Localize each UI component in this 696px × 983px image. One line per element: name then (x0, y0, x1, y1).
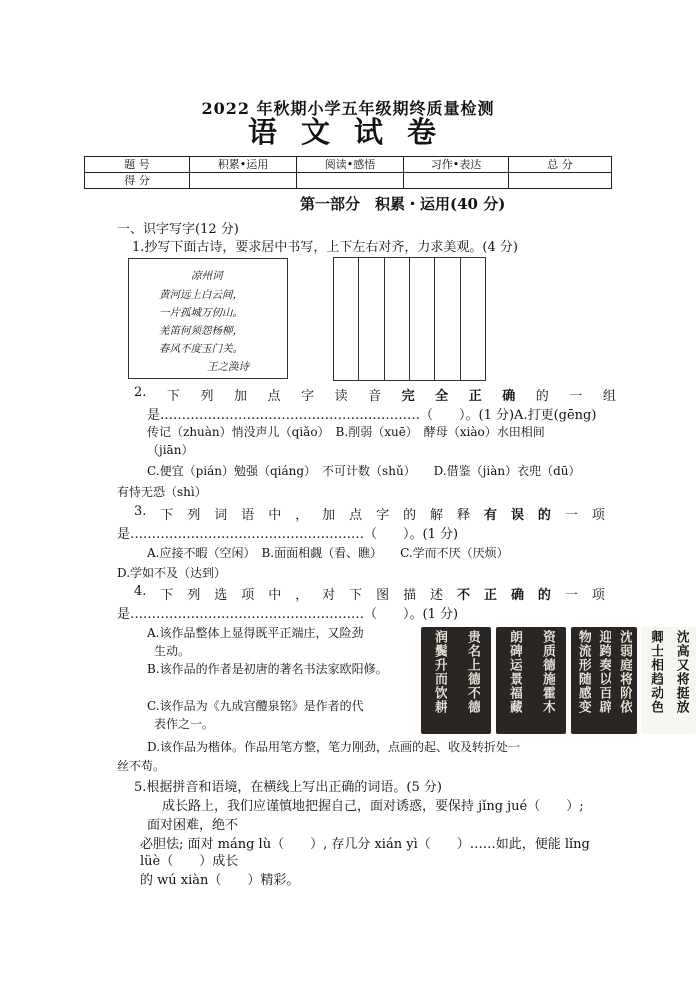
calligraphy-panel (641, 627, 696, 734)
q-char: 读 (334, 389, 348, 404)
calligraphy-column: 卿士相趋动色 (648, 630, 664, 714)
calligraphy-panel (571, 627, 637, 734)
score-table-score-row (85, 173, 612, 189)
grid-column[interactable] (461, 258, 485, 380)
q-char: 列 (187, 588, 201, 603)
calligraphy-column: 朗碑运景福藏 (507, 630, 522, 714)
question-4-option-a: 生动。 (154, 644, 191, 658)
q-char: 的 (537, 588, 551, 603)
poem-line: 一片孤城万仞山。 (159, 307, 243, 319)
q-char: 下 (166, 389, 180, 404)
q-char: 点 (267, 389, 281, 404)
question-4-option-c: 表作之一。 (154, 717, 215, 731)
poem-box (128, 258, 288, 379)
q-char: 下 (160, 508, 174, 523)
q-char: ， (295, 508, 309, 523)
q-char: 完 (401, 389, 415, 404)
q-char: 加 (322, 508, 336, 523)
question-4-option-d: 丝不苟。 (117, 759, 166, 773)
section-heading: 一、识字写字(12 分) (117, 222, 239, 237)
question-5-text: 面对困难，绝不 (147, 818, 239, 833)
q-char: 选 (214, 588, 228, 603)
question-4-option-b: B.该作品的作者是初唐的著名书法家欧阳修。 (147, 662, 388, 676)
q-char: 项 (591, 588, 605, 603)
q-char: 述 (430, 588, 444, 603)
score-row-label: 得 分 (85, 173, 190, 189)
q-char: 字 (301, 389, 315, 404)
q-char: 的 (535, 389, 549, 404)
q-char: ， (295, 588, 309, 603)
q-char: 一 (564, 588, 578, 603)
q-char: 对 (322, 588, 336, 603)
exam-header: 2022 年秋期小学五年级期终质量检测 (201, 99, 495, 118)
q-char: 释 (457, 508, 471, 523)
calligraphy-column: 迎跨奏以百辟 (596, 630, 612, 714)
q-char: 不 (457, 588, 471, 603)
question-2-options: 有恃无恐（shì） (117, 485, 207, 499)
question-2-options: 传记（zhuàn）悄没声儿（qiǎo） B.削弱（xuē） 酵母（xiào）水田相间 (147, 425, 545, 439)
calligraphy-column: 资质德施霍木 (540, 630, 555, 714)
poem-title: 凉州词 (191, 270, 223, 282)
question-5-text: 成长路上，我们应谨慎地把握自己，面对诱惑，要保持 jǐng jué（ ）; (162, 799, 584, 814)
score-header-cell: 习作•表达 (404, 157, 509, 173)
grid-column[interactable] (435, 258, 460, 380)
question-2-options: C.便宜（pián）勉强（qiáng） 不可计数（shǔ） D.借鉴（jiàn）衣兜（dū） (147, 464, 581, 478)
score-table (84, 156, 612, 189)
q-char: 确 (502, 389, 516, 404)
q-char: 项 (591, 508, 605, 523)
q-char: 中 (268, 508, 282, 523)
score-cell[interactable] (404, 173, 509, 189)
calligraphy-column: 贵名上德不德 (465, 630, 480, 714)
question-4-option-c: C.该作品为《九成宫醴泉铭》是作者的代 (147, 699, 364, 713)
question-1: 1.抄写下面古诗，要求居中书写，上下左右对齐，力求美观。(4 分) (132, 240, 518, 255)
calligraphy-column: 物流形随感变 (575, 630, 591, 714)
part-title: 第一部分 积累・运用(40 分) (300, 195, 506, 213)
question-3-options: A.应接不暇（空闲） B.面面相觑（看、瞧） C.学而不厌（厌烦） (147, 546, 509, 560)
q-char: 字 (376, 508, 390, 523)
q-char: 描 (403, 588, 417, 603)
score-header-cell: 阅读•感悟 (297, 157, 404, 173)
q-char: 点 (349, 508, 363, 523)
q-char: 项 (241, 588, 255, 603)
grid-column[interactable] (385, 258, 410, 380)
q-char: 正 (483, 588, 497, 603)
q-char: 语 (241, 508, 255, 523)
q-char: 4. (134, 584, 147, 599)
q-char: 2. (134, 385, 147, 400)
q-char: 列 (200, 389, 214, 404)
q-char: 音 (368, 389, 382, 404)
poem-line: 黄河远上白云间， (159, 289, 243, 301)
q-char: 列 (187, 508, 201, 523)
score-cell[interactable] (297, 173, 404, 189)
poem-line: 春风不度玉门关。 (159, 343, 243, 355)
score-cell[interactable] (190, 173, 297, 189)
question-4-option-d: D.该作品为楷体。作品用笔方整，笔力刚劲，点画的起、收及转折处一 (147, 740, 521, 754)
question-3-options: D.学如不及（达到） (117, 566, 227, 580)
q-char: 解 (430, 508, 444, 523)
question-3-prompt: 是………………………………………………（ ）。(1 分) (117, 527, 459, 542)
q-char: 组 (602, 389, 616, 404)
q-char: 全 (435, 389, 449, 404)
q-char: 图 (376, 588, 390, 603)
calligraphy-column: 润鬓升而饮耕 (432, 630, 447, 714)
q-char: 的 (537, 508, 551, 523)
q-char: 的 (403, 508, 417, 523)
score-cell[interactable] (509, 173, 612, 189)
question-3-line (134, 504, 605, 523)
poem-line: 羌笛何须怨杨柳， (159, 325, 243, 337)
q-char: 词 (214, 508, 228, 523)
question-5-text: 的 wú xiàn（ ）精彩。 (140, 873, 300, 888)
score-header-cell: 积累•运用 (190, 157, 297, 173)
question-2-options: （jiān） (147, 443, 194, 457)
score-header-cell: 总 分 (509, 157, 612, 173)
question-4-prompt: 是………………………………………………（ ）。(1 分) (117, 607, 459, 622)
score-table-header-row (85, 157, 612, 173)
calligraphy-panel (421, 627, 491, 734)
q-char: 正 (468, 389, 482, 404)
q-char: 确 (510, 588, 524, 603)
q-char: 下 (349, 588, 363, 603)
exam-title: 语文试卷 (247, 115, 460, 149)
calligraphy-panel (496, 627, 566, 734)
question-5: 5.根据拼音和语境，在横线上写出正确的词语。(5 分) (134, 780, 442, 795)
grid-column[interactable] (359, 258, 384, 380)
calligraphy-images (0, 627, 696, 734)
q-char: 3. (134, 504, 147, 519)
question-2-line (134, 385, 616, 404)
q-char: 有 (483, 508, 497, 523)
q-char: 加 (233, 389, 247, 404)
question-4-option-a: A.该作品整体上显得既平正端庄，又险劲 (147, 626, 364, 640)
score-header-cell: 题 号 (85, 157, 190, 173)
question-2-prompt: 是……………………………………………………（ ）。(1 分)A.打更(gēng) (147, 408, 597, 423)
question-5-text: 必胆怯; 面对 máng lù（ ）, 存几分 xián yì（ ）……如此，便能 lǐng (140, 837, 590, 852)
calligraphy-column: 沈高又将挺放 (673, 630, 689, 714)
grid-column[interactable] (334, 258, 359, 380)
q-char: 一 (569, 389, 583, 404)
calligraphy-column: 沈弱庭将阶依 (617, 630, 633, 714)
q-char: 下 (160, 588, 174, 603)
q-char: 误 (510, 508, 524, 523)
poem-author: 王之涣诗 (207, 361, 249, 373)
question-5-text: lüè（ ）成长 (140, 854, 239, 869)
grid-column[interactable] (410, 258, 435, 380)
q-char: 一 (564, 508, 578, 523)
writing-grid[interactable] (333, 257, 486, 381)
question-4-line (134, 584, 605, 603)
q-char: 中 (268, 588, 282, 603)
